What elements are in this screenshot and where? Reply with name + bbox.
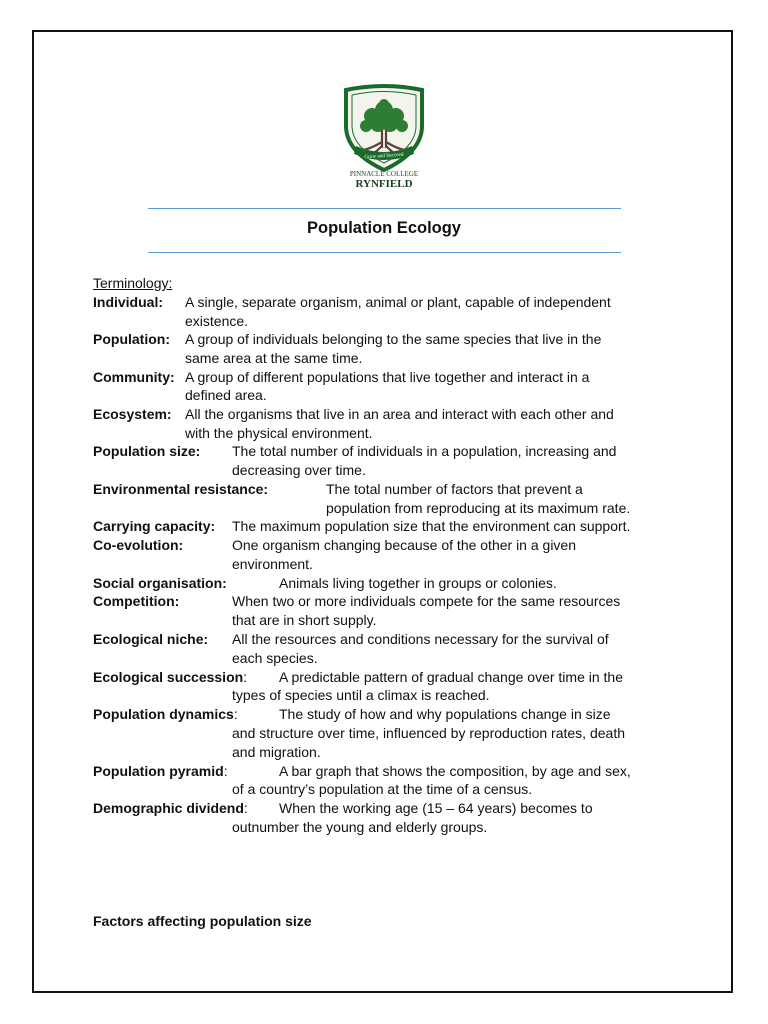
term-definition: The total number of individuals in a population, increasing and [232,443,617,459]
term-label-colon: : [223,763,228,779]
term-definition: When the working age (15 – 64 years) becomes to [279,800,593,816]
term-definition: A bar graph that shows the composition, by age and sex, [279,763,631,779]
term-label: Population pyramid [93,763,224,779]
term-label-group [93,705,238,724]
term-definition: each species. [232,650,318,666]
term-label: Carrying capacity: [93,518,216,534]
term-label: Community: [93,369,175,385]
term-label-group [93,799,248,818]
term-definition: All the resources and conditions necessary for the survival of [232,631,609,647]
term-definition: defined area. [185,387,267,403]
term-label-colon: : [243,669,248,685]
term-definition: of a country’s population at the time of a census. [232,781,533,797]
term-label-group [93,762,228,781]
term-definition: and migration. [232,744,321,760]
terminology-heading: Terminology: [93,275,173,291]
title-rule-top [148,208,621,209]
term-definition: A group of individuals belonging to the same species that live in the [185,331,602,347]
term-label-group [93,668,247,687]
term-definition: types of species until a climax is reached. [232,687,490,703]
term-definition: with the physical environment. [185,425,373,441]
term-definition: A predictable pattern of gradual change over time in the [279,669,623,685]
term-label: Environmental resistance: [93,481,269,497]
section-heading: Factors affecting population size [93,913,312,929]
term-definition: environment. [232,556,313,572]
term-definition: The maximum population size that the environment can support. [232,518,631,534]
term-definition: decreasing over time. [232,462,366,478]
term-definition: A group of different populations that live together and interact in a [185,369,590,385]
school-crest-logo [338,84,430,190]
term-definition: same area at the same time. [185,350,363,366]
term-definition: population from reproducing at its maximum rate. [326,500,631,516]
document-title: Population Ecology [306,219,461,237]
logo-motto: Grow and Succeed [364,151,404,161]
term-definition: All the organisms that live in an area and interact with each other and [185,406,614,422]
term-label-colon: : [243,800,248,816]
term-definition: The study of how and why populations change in size [279,706,611,722]
term-definition: A single, separate organism, animal or plant, capable of independent [185,294,611,310]
term-label: Ecosystem: [93,406,172,422]
term-label: Demographic dividend [93,800,244,816]
title-rule-bottom [148,252,621,253]
logo-school-line2: RYNFIELD [355,178,413,190]
logo-school-line1: PINNACLE COLLEGE [349,170,419,178]
term-definition: that are in short supply. [232,612,377,628]
term-definition: The total number of factors that prevent a [326,481,583,497]
term-label: Ecological niche: [93,631,209,647]
term-label: Population: [93,331,170,347]
term-label: Individual: [93,294,163,310]
term-label: Competition: [93,593,180,609]
term-label-colon: : [233,706,238,722]
term-definition: When two or more individuals compete for the same resources [232,593,621,609]
term-definition: One organism changing because of the other in a given [232,537,577,553]
term-definition: and structure over time, influenced by reproduction rates, death [232,725,625,741]
term-definition: outnumber the young and elderly groups. [232,819,488,835]
term-definition: existence. [185,313,249,329]
term-label: Population dynamics [93,706,234,722]
term-definition: Animals living together in groups or colonies. [279,575,557,591]
term-label: Co-evolution: [93,537,184,553]
term-label: Ecological succession [93,669,244,685]
term-label: Social organisation: [93,575,227,591]
term-label: Population size: [93,443,201,459]
